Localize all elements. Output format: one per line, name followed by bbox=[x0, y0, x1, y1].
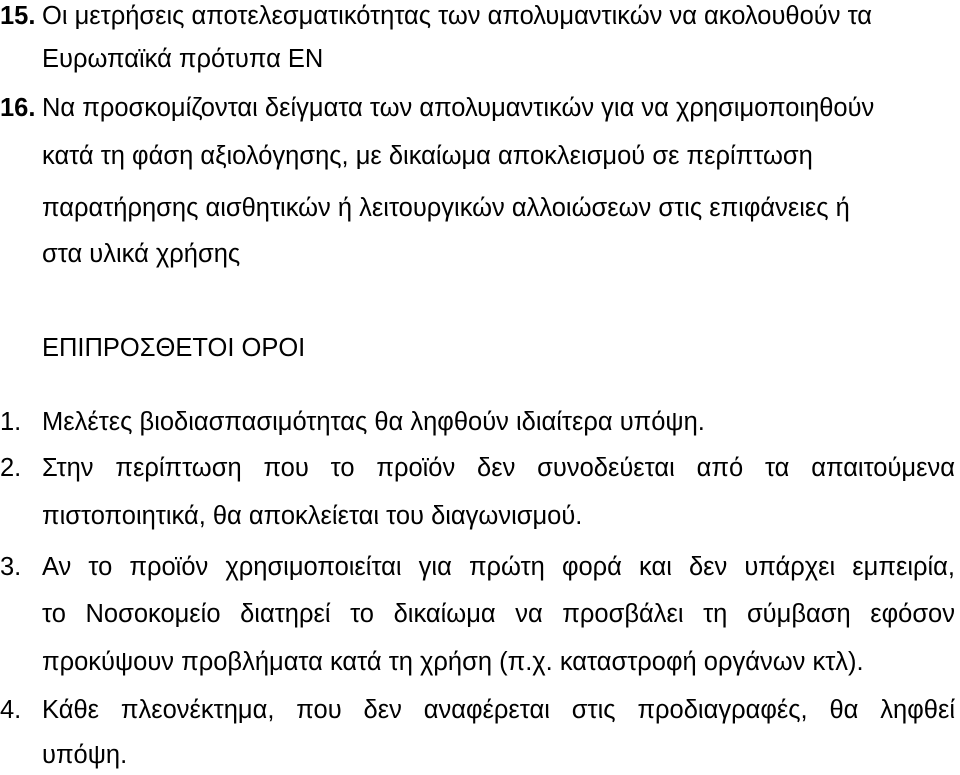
term-3-text: Αν το προϊόν χρησιμοποιείται για πρώτη φορά και δεν υπάρχει εμπειρία, bbox=[42, 553, 955, 581]
item-16-line-4: στα υλικά χρήσης bbox=[42, 240, 241, 268]
item-16-number: 16. bbox=[0, 94, 36, 122]
term-2-line-2: πιστοποιητικά, θα αποκλείεται του διαγωνισμού. bbox=[42, 502, 583, 530]
item-15-number: 15. bbox=[0, 2, 36, 30]
term-4-number: 4. bbox=[0, 696, 22, 724]
term-4-text: Κάθε πλεονέκτημα, που δεν αναφέρεται στις προδιαγραφές, θα ληφθεί bbox=[42, 696, 955, 724]
item-16-line-3: παρατήρησης αισθητικών ή λειτουργικών αλλοιώσεων στις επιφάνειες ή bbox=[42, 194, 850, 222]
term-1-text: Μελέτες βιοδιασπασιμότητας θα ληφθούν ιδιαίτερα υπόψη. bbox=[42, 408, 705, 436]
term-3-line-2: το Νοσοκομείο διατηρεί το δικαίωμα να προσβάλει τη σύμβαση εφόσον bbox=[42, 600, 955, 628]
item-15-line-2: Ευρωπαϊκά πρότυπα ΕΝ bbox=[42, 45, 324, 73]
item-15-text: Οι μετρήσεις αποτελεσματικότητας των απολυμαντικών να ακολουθούν τα bbox=[42, 2, 873, 30]
term-2-text: Στην περίπτωση που το προϊόν δεν συνοδεύεται από τα απαιτούμενα bbox=[42, 454, 955, 482]
term-2-number: 2. bbox=[0, 454, 22, 482]
term-1-number: 1. bbox=[0, 408, 22, 436]
term-4-line-2: υπόψη. bbox=[42, 741, 128, 769]
term-3-line-3: προκύψουν προβλήματα κατά τη χρήση (π.χ. καταστροφή οργάνων κτλ). bbox=[42, 648, 864, 676]
item-16-line-2: κατά τη φάση αξιολόγησης, με δικαίωμα αποκλεισμού σε περίπτωση bbox=[42, 142, 813, 170]
section-heading: ΕΠΙΠΡΟΣΘΕΤΟΙ ΟΡΟΙ bbox=[42, 334, 306, 362]
item-16-text: Να προσκομίζονται δείγματα των απολυμαντικών για να χρησιμοποιηθούν bbox=[42, 94, 875, 122]
term-3-number: 3. bbox=[0, 553, 22, 581]
